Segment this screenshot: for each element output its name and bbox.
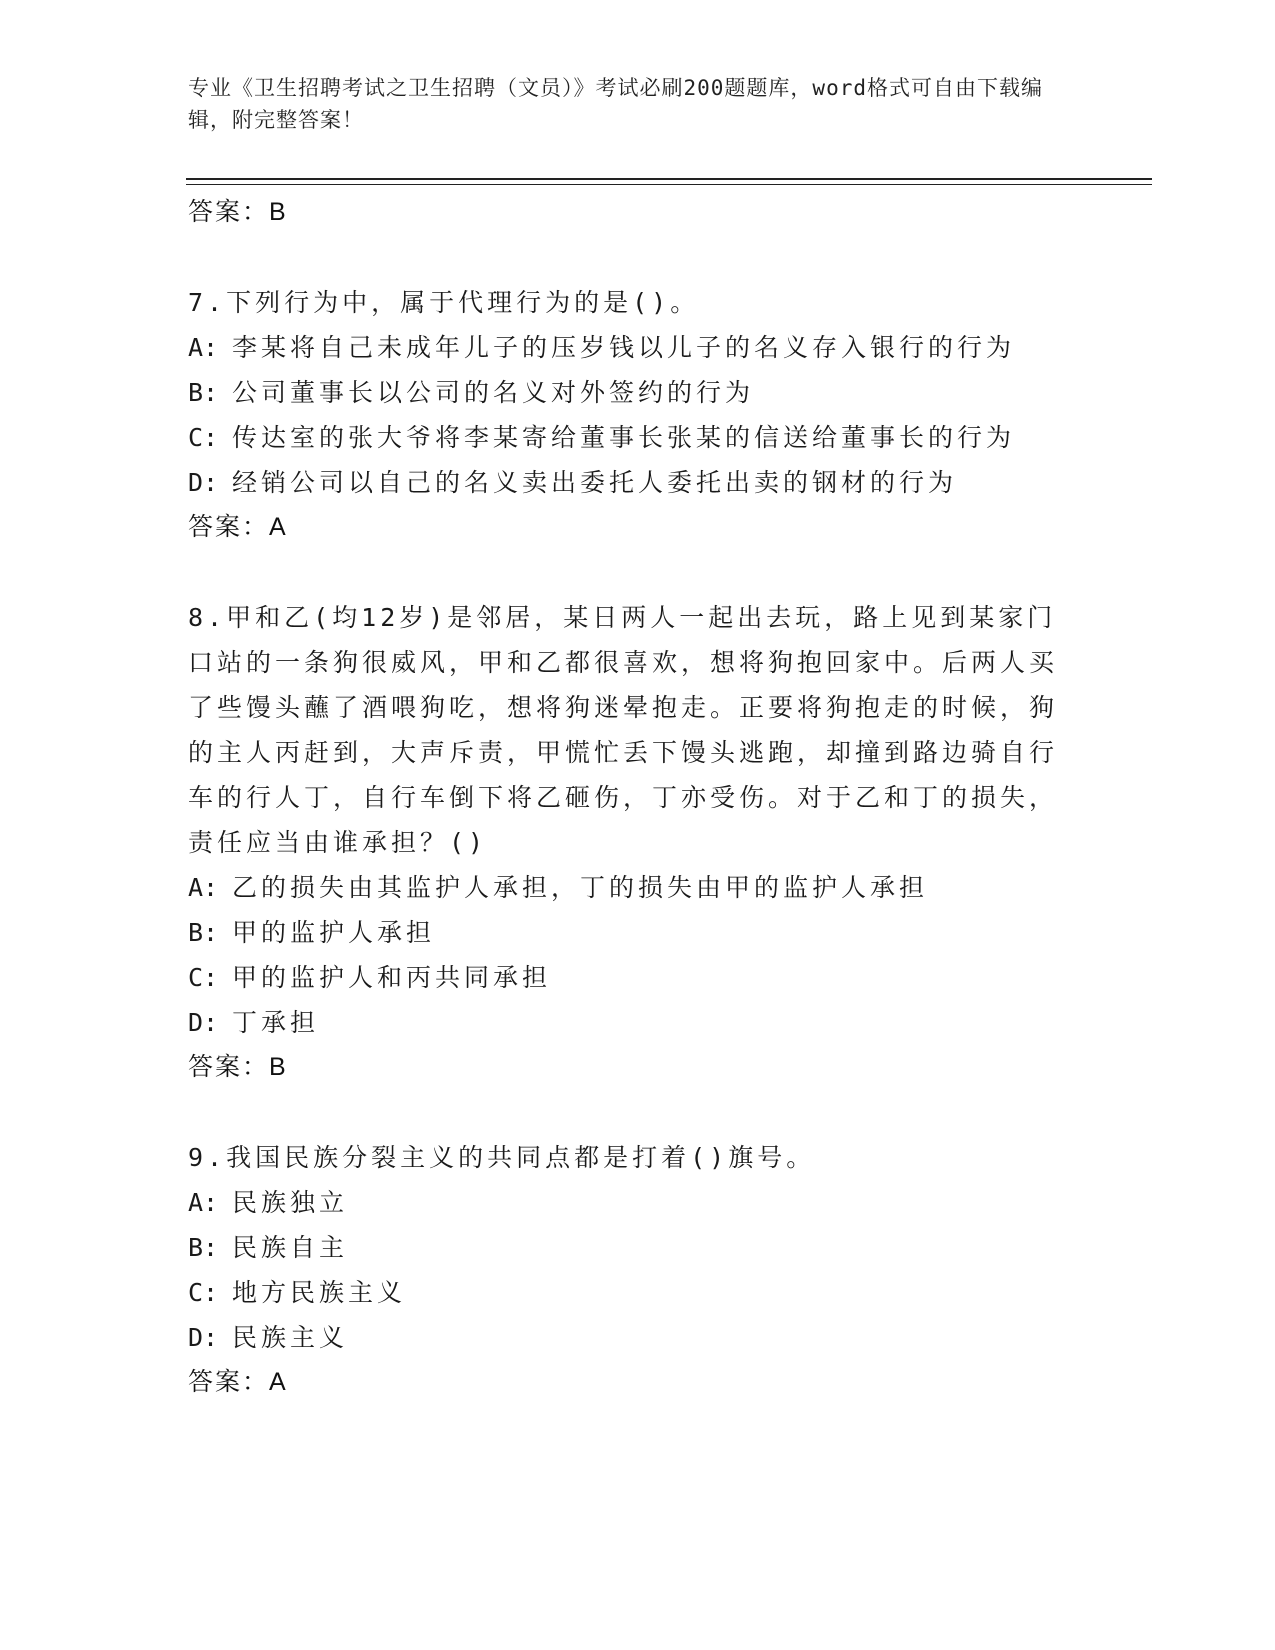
spacer bbox=[188, 550, 1068, 595]
option-key: C: bbox=[188, 963, 219, 992]
option-key: A: bbox=[188, 873, 219, 902]
option-key: A: bbox=[188, 1188, 219, 1217]
question-stem: 7.下列行为中，属于代理行为的是()。 bbox=[188, 288, 700, 317]
spacer bbox=[188, 235, 1068, 280]
option-key: B: bbox=[188, 1233, 219, 1262]
spacer bbox=[188, 1090, 1068, 1135]
question-list bbox=[188, 188, 1068, 1405]
answer-option bbox=[188, 415, 1068, 460]
option-text: 传达室的张大爷将李某寄给董事长张某的信送给董事长的行为 bbox=[232, 423, 1016, 452]
question-block bbox=[188, 595, 1068, 1090]
option-key: A: bbox=[188, 333, 219, 362]
option-text: 地方民族主义 bbox=[232, 1278, 407, 1307]
header-divider-thin bbox=[186, 184, 1152, 185]
answer-option bbox=[188, 325, 1068, 370]
answer-option bbox=[188, 910, 1068, 955]
question-stem: 9.我国民族分裂主义的共同点都是打着()旗号。 bbox=[188, 1143, 816, 1172]
option-key: C: bbox=[188, 1278, 219, 1307]
answer-option bbox=[188, 1270, 1068, 1315]
option-text: 乙的损失由其监护人承担，丁的损失由甲的监护人承担 bbox=[232, 873, 929, 902]
option-text: 经销公司以自己的名义卖出委托人委托出卖的钢材的行为 bbox=[232, 468, 958, 497]
option-text: 民族自主 bbox=[232, 1233, 349, 1262]
option-key: D: bbox=[188, 468, 219, 497]
question-answer: 答案：A bbox=[188, 1368, 288, 1396]
option-text: 丁承担 bbox=[232, 1008, 320, 1037]
option-key: B: bbox=[188, 918, 219, 947]
question-block bbox=[188, 1135, 1068, 1405]
option-text: 李某将自己未成年儿子的压岁钱以儿子的名义存入银行的行为 bbox=[232, 333, 1016, 362]
answer-option bbox=[188, 1225, 1068, 1270]
option-text: 民族主义 bbox=[232, 1323, 349, 1352]
option-key: C: bbox=[188, 423, 219, 452]
option-key: D: bbox=[188, 1323, 219, 1352]
question-answer: 答案：B bbox=[188, 1053, 288, 1081]
option-text: 甲的监护人承担 bbox=[232, 918, 436, 947]
option-text: 民族独立 bbox=[232, 1188, 349, 1217]
answer-option bbox=[188, 955, 1068, 1000]
option-key: B: bbox=[188, 378, 219, 407]
question-stem: 8.甲和乙(均12岁)是邻居，某日两人一起出去玩，路上见到某家门口站的一条狗很威风，甲和乙都很喜欢，想将狗抱回家中。后两人买了些馒头蘸了酒喂狗吃，想将狗迷晕抱走。正要将狗抱走的时候，狗的主人丙赶到，大声斥责，甲慌忙丢下馒头逃跑，却撞到路边骑自行车的行人丁，自行车倒下将乙砸伤，丁亦受伤。对于乙和丁的损失，责任应当由谁承担？() bbox=[188, 603, 1059, 857]
previous-answer: 答案：B bbox=[188, 198, 288, 226]
document-header: 专业《卫生招聘考试之卫生招聘（文员）》考试必刷200题题库，word格式可自由下载编辑，附完整答案！ bbox=[188, 76, 1043, 132]
answer-option bbox=[188, 865, 1068, 910]
question-answer: 答案：A bbox=[188, 513, 288, 541]
answer-option bbox=[188, 1000, 1068, 1045]
option-key: D: bbox=[188, 1008, 219, 1037]
answer-option bbox=[188, 370, 1068, 415]
answer-option bbox=[188, 1315, 1068, 1360]
question-block bbox=[188, 280, 1068, 550]
answer-option bbox=[188, 1180, 1068, 1225]
header-divider-thick bbox=[186, 178, 1152, 180]
option-text: 甲的监护人和丙共同承担 bbox=[232, 963, 552, 992]
option-text: 公司董事长以公司的名义对外签约的行为 bbox=[232, 378, 755, 407]
answer-option bbox=[188, 460, 1068, 505]
